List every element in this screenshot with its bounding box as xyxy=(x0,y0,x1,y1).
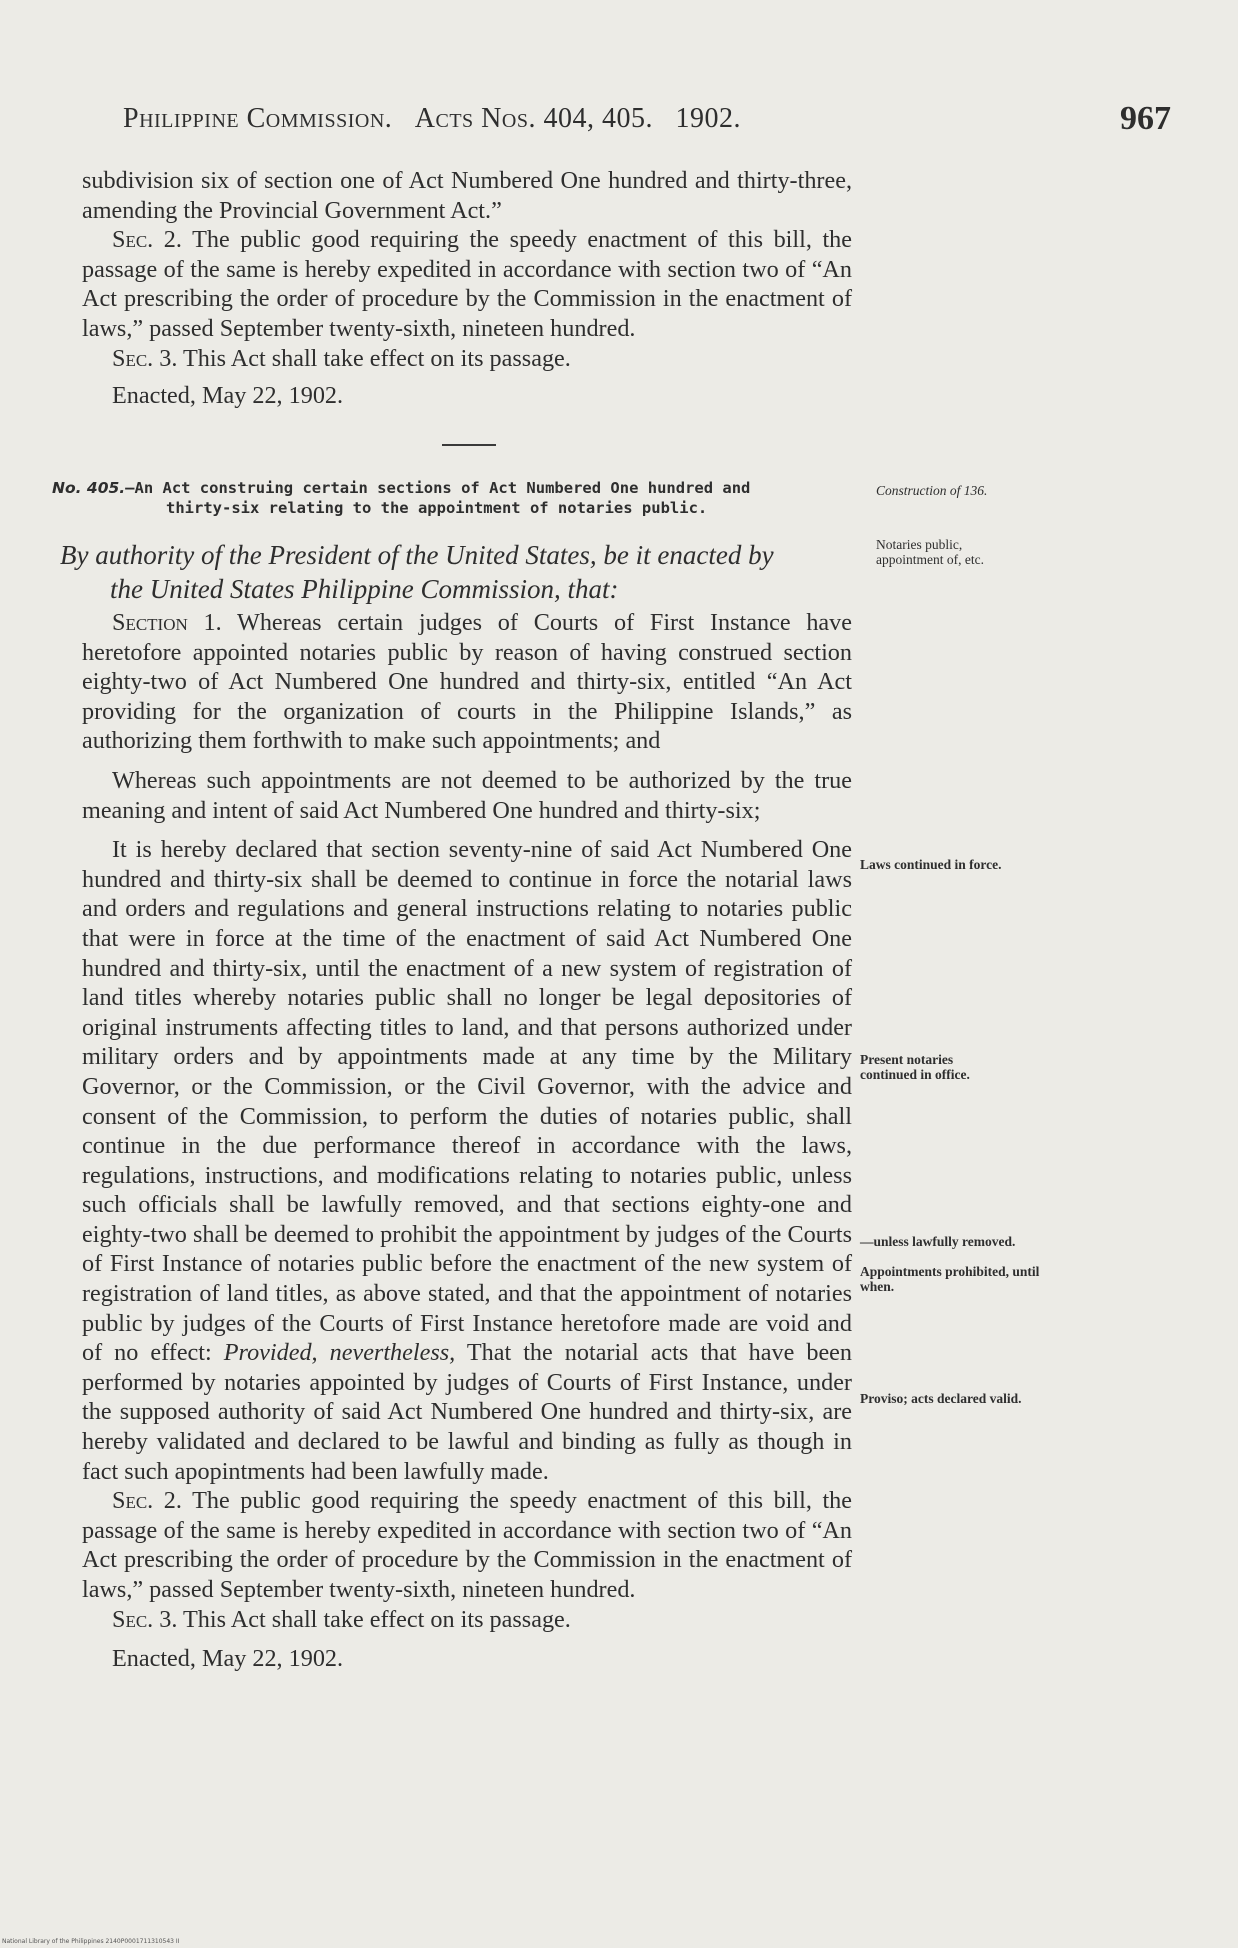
act-405-title xyxy=(52,478,862,518)
enacting-clause xyxy=(60,538,880,606)
act-404-continuation: subdivision six of section one of Act Numbered One hundred and thirty-three, amending the Provincial Government Act.” xyxy=(82,167,852,224)
running-head xyxy=(123,103,741,135)
act-number: No. 405. xyxy=(52,479,126,497)
section-text: The public good requiring the speedy enactment of this bill, the passage of the same is hereby expedited in accordance with section two of “An Act prescribing the order of procedure by the Commission in the enactment of laws,” passed September twenty-sixth, nineteen hundred. xyxy=(82,1487,853,1603)
act-405-declaration xyxy=(82,835,852,1486)
enacting-line-2: the United States Philippine Commission, that: xyxy=(110,574,619,604)
section-label: Sec. 2. xyxy=(112,226,182,254)
margin-note-construction: Construction of 136. xyxy=(876,483,988,498)
act-405-section-3 xyxy=(82,1605,852,1635)
act-404-tail xyxy=(82,166,852,411)
running-title-acts: Acts Nos. 404, 405. xyxy=(414,103,653,134)
proviso-text: That the notarial acts that have been performed by notaries appointed by judges of Courts of First Instance, under the supposed authority of said Act Numbered One hundred and thirty-six, are hereby validated and declared to be lawful and binding as fully as though in fact such apopintments had been lawfully made. xyxy=(82,1339,853,1485)
act-405-whereas-2: Whereas such appointments are not deemed to be authorized by the true meaning and intent of said Act Numbered One hundred and thirty-six; xyxy=(82,766,852,824)
page-number: 967 xyxy=(1120,100,1171,137)
section-text: Whereas certain judges of Courts of First Instance have heretofore appointed notaries public by reason of having construed section eighty-two of Act Numbered One hundred and thirty-six, entitled “An Act providing for the organization of courts in the Philippine Islands,” as authorizing them forthwith to make such appointments; and xyxy=(82,609,852,755)
section-label: Sec. 3. xyxy=(112,344,178,372)
act-404-enacted-date: Enacted, May 22, 1902. xyxy=(112,382,344,410)
act-title-line-2: thirty-six relating to the appointment of notaries public. xyxy=(166,499,708,517)
digitization-credit: National Library of the Philippines 2140P0001711310543 II xyxy=(2,1938,180,1945)
act-404-section-2 xyxy=(82,225,852,343)
section-text: The public good requiring the speedy enactment of this bill, the passage of the same is hereby expedited in accordance with section two of “An Act prescribing the order of procedure by the Commission in the enactment of laws,” passed September twenty-sixth, nineteen hundred. xyxy=(82,226,853,342)
margin-note-notaries-appointment: Notaries public, appointment of, etc. xyxy=(876,537,984,567)
running-title-year: 1902. xyxy=(675,103,741,134)
act-404-section-3 xyxy=(82,344,852,374)
section-label: Sec. 2. xyxy=(112,1487,182,1515)
section-text: This Act shall take effect on its passage. xyxy=(177,1605,571,1633)
act-405-section-1 xyxy=(82,608,852,756)
act-405-section-2 xyxy=(82,1486,852,1604)
margin-note-laws-continued: Laws continued in force. xyxy=(860,857,1002,872)
margin-note-appointments-prohibited: Appointments prohibited, until when. xyxy=(860,1264,1040,1294)
section-label: Sec. 3. xyxy=(112,1605,178,1633)
section-text: This Act shall take effect on its passage. xyxy=(177,344,571,372)
enacting-line-1: By authority of the President of the United States, be it enacted by xyxy=(60,540,774,570)
act-405-enacted-date: Enacted, May 22, 1902. xyxy=(112,1645,344,1673)
act-405-body xyxy=(82,608,852,1674)
margin-note-proviso-valid: Proviso; acts declared valid. xyxy=(860,1391,1022,1406)
proviso-label: Provided, nevertheless, xyxy=(223,1339,456,1367)
act-title-line-1: —An Act construing certain sections of Act Numbered One hundred and xyxy=(125,479,751,497)
section-divider xyxy=(442,444,496,446)
running-title-commission: Philippine Commission. xyxy=(123,103,393,134)
section-label: Section 1. xyxy=(112,609,222,636)
declaration-text: It is hereby declared that section seventy-nine of said Act Numbered One hundred and thirty-six shall be deemed to continue in force the notarial laws and orders and regulations and general instructions relating to notaries public that were in force at the time of the enactment of said Act Numbered One hundred and thirty-six, until the enactment of a new system of registration of land titles whereby notaries public shall no longer be legal depositories of original instruments affecting titles to land, and that persons authorized under military orders and by appointments made at any time by the Military Governor, or the Commission, or the Civil Governor, with the advice and consent of the Commission, to perform the duties of notaries public, shall continue in the due performance thereof in accordance with the laws, regulations, instructions, and modifications relating to notaries public, unless such officials shall be lawfully removed, and that sections eighty-one and eighty-two shall be deemed to prohibit the appointment by judges of the Courts of First Instance of notaries public before the enactment of the new system of registration of land titles, as above stated, and that the appointment of notaries public by judges of the Courts of First Instance heretofore made are void and of no effect: xyxy=(82,836,852,1367)
margin-note-present-notaries: Present notaries continued in office. xyxy=(860,1052,970,1082)
margin-note-unless-removed: —unless lawfully removed. xyxy=(860,1234,1016,1249)
